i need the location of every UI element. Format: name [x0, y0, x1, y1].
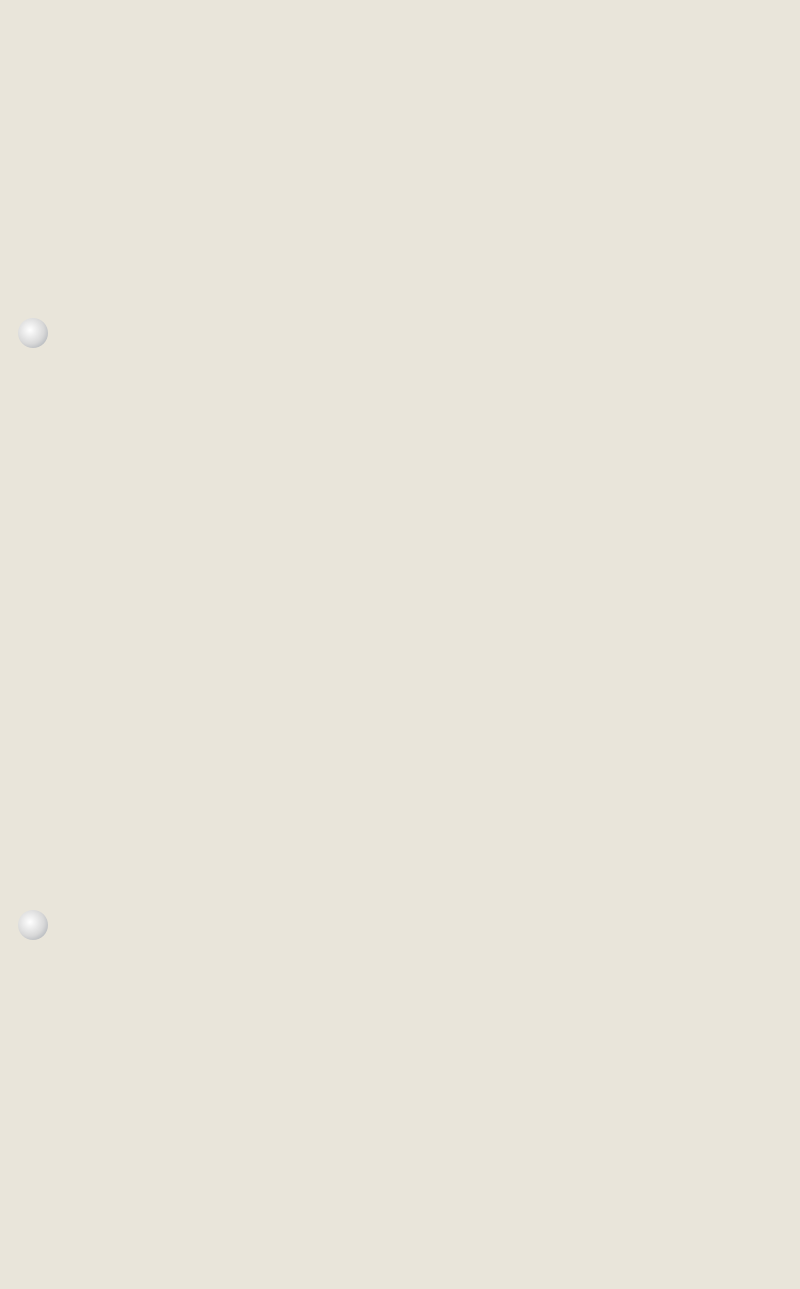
binding-hole-top — [18, 318, 48, 348]
binding-hole-bottom — [18, 910, 48, 940]
